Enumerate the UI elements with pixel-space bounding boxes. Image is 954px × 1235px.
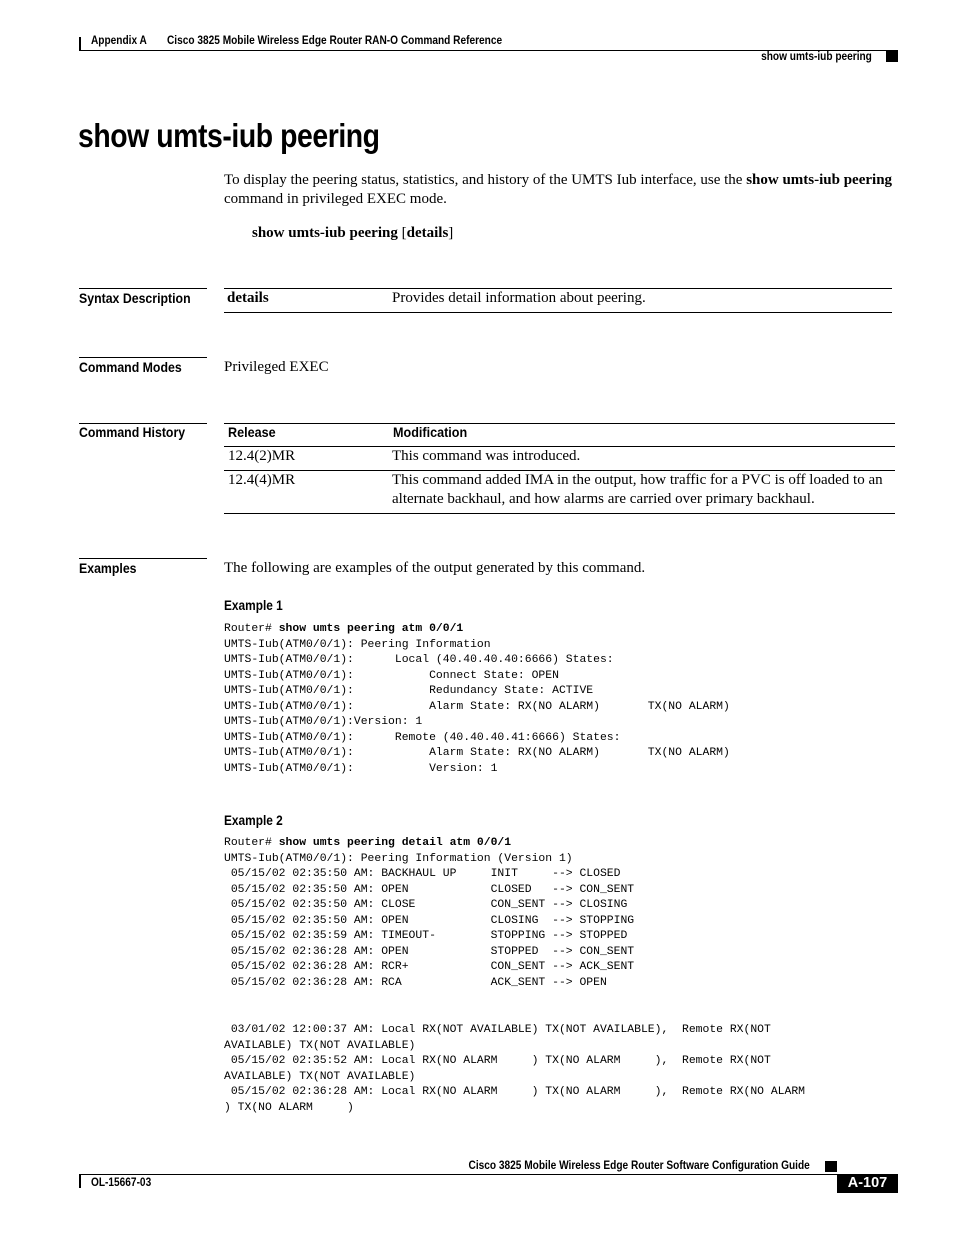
syntax-close-bracket: ]: [448, 225, 454, 241]
example-1-title: Example 1: [224, 598, 283, 613]
syntax-arg: details: [406, 225, 449, 241]
syntax-desc-term-text: details: [227, 290, 269, 306]
example-1-code: [224, 622, 730, 777]
command-modes-value: Privileged EXEC: [224, 359, 329, 375]
syntax-desc-side-rule: [79, 288, 207, 289]
footer-doc-number: OL-15667-03: [91, 1177, 152, 1189]
command-modes-side-rule: [79, 357, 207, 358]
syntax-line: [252, 224, 453, 243]
history-row-2-modification: This command added IMA in the output, how traffic for a PVC is off loaded to an alternate backhaul, and how alarms are carried over primary backhaul.: [392, 472, 883, 507]
header-square: [886, 51, 898, 62]
intro-command: show umts-iub peering: [746, 172, 893, 188]
history-table-bottom-rule: [224, 513, 895, 514]
syntax-desc-label: Syntax Description: [79, 290, 191, 306]
footer-rule: [79, 1174, 837, 1175]
syntax-command: show umts-iub peering: [252, 225, 398, 241]
intro-after: command in privileged EXEC mode.: [224, 191, 447, 207]
example-2-alarm-history: [224, 1023, 805, 1116]
example-1-command-line: [224, 622, 730, 638]
example-2-title: Example 2: [224, 813, 283, 828]
header-appendix: Appendix A: [91, 35, 147, 47]
command-history-label: Command History: [79, 424, 186, 440]
examples-label: Examples: [79, 560, 137, 576]
example-1-output: UMTS-Iub(ATM0/0/1): Peering Information UMTS-Iub(ATM0/0/1): Local (40.40.40.40:6666) States: UMTS-Iub(ATM0/0/1): Connect State: OPEN UMTS-Iub(ATM0/0/1): Redundancy State: ACTIVE UMTS-Iub(ATM0/0/1): Alarm State: RX(NO ALARM) TX(NO ALARM) UMTS-Iub(ATM0/0/1):Version: 1 UMTS-Iub(ATM0/0/1): Remote (40.40.40.41:6666) States: UMTS-Iub(ATM0/0/1): Alarm State: RX(NO ALARM) TX(NO ALARM) UMTS-Iub(ATM0/0/1): Version: 1: [224, 638, 730, 775]
footer-square: [825, 1161, 837, 1172]
syntax-open-bracket: [: [397, 225, 407, 241]
example-2-command-line: [224, 836, 634, 852]
syntax-desc-term: [227, 289, 269, 308]
command-modes-label: Command Modes: [79, 359, 182, 375]
syntax-desc-text: Provides detail information about peering.: [392, 290, 646, 306]
footer-guide-title: Cisco 3825 Mobile Wireless Edge Router Software Configuration Guide: [468, 1160, 810, 1172]
history-row-1-modification: This command was introduced.: [392, 448, 581, 464]
header-book-title: Cisco 3825 Mobile Wireless Edge Router RAN-O Command Reference: [167, 35, 503, 47]
intro-paragraph: [224, 171, 899, 209]
page-number-badge: A-107: [837, 1174, 898, 1193]
history-col-release: Release: [228, 424, 276, 440]
example-2-output: UMTS-Iub(ATM0/0/1): Peering Information (Version 1) 05/15/02 02:35:50 AM: BACKHAUL UP INIT --> CLOSED 05/15/02 02:35:50 AM: OPEN CLOSED --> CON_SENT 05/15/02 02:35:50 AM: CLOSE CON_SENT --> CLOSING 05/15/02 02:35:50 AM: OPEN CLOSING --> STOPPING 05/15/02 02:35:59 AM: TIMEOUT- STOPPING --> STOPPED 05/15/02 02:36:28 AM: OPEN STOPPED --> CON_SENT 05/15/02 02:36:28 AM: RCR+ CON_SENT --> ACK_SENT 05/15/02 02:36:28 AM: RCA ACK_SENT --> OPEN: [224, 852, 635, 989]
header-section: show umts-iub peering: [761, 51, 872, 63]
example-1-command: show umts peering atm 0/0/1: [278, 623, 464, 635]
examples-intro: The following are examples of the output generated by this command.: [224, 560, 646, 576]
example-2-code: [224, 836, 634, 991]
header-left-bar: [79, 37, 81, 51]
example-2-command: show umts peering detail atm 0/0/1: [278, 837, 512, 849]
intro-before: To display the peering status, statistics, and history of the UMTS Iub interface, use the: [224, 172, 747, 188]
history-row-2-release: 12.4(4)MR: [228, 472, 296, 488]
syntax-desc-bottom-rule: [224, 312, 892, 313]
examples-side-rule: [79, 558, 207, 559]
history-row-1-release: 12.4(2)MR: [228, 448, 296, 464]
history-table-top-rule: [224, 423, 895, 424]
footer-left-bar: [79, 1174, 81, 1188]
history-col-modification: Modification: [393, 424, 468, 440]
page-title: show umts-iub peering: [78, 117, 380, 154]
example-2-output-2: 03/01/02 12:00:37 AM: Local RX(NOT AVAILABLE) TX(NOT AVAILABLE), Remote RX(NOT AVAILABLE) TX(NOT AVAILABLE) 05/15/02 02:35:52 AM: Local RX(NO ALARM ) TX(NO ALARM ), Remote RX(NOT AVAILABLE) TX(NOT AVAILABLE) 05/15/02 02:36:28 AM: Local RX(NO ALARM ) TX(NO ALARM ), Remote RX(NO ALARM ) TX(NO ALARM ): [224, 1024, 806, 1114]
example-2-prompt: Router#: [224, 837, 279, 849]
example-1-prompt: Router#: [224, 623, 279, 635]
